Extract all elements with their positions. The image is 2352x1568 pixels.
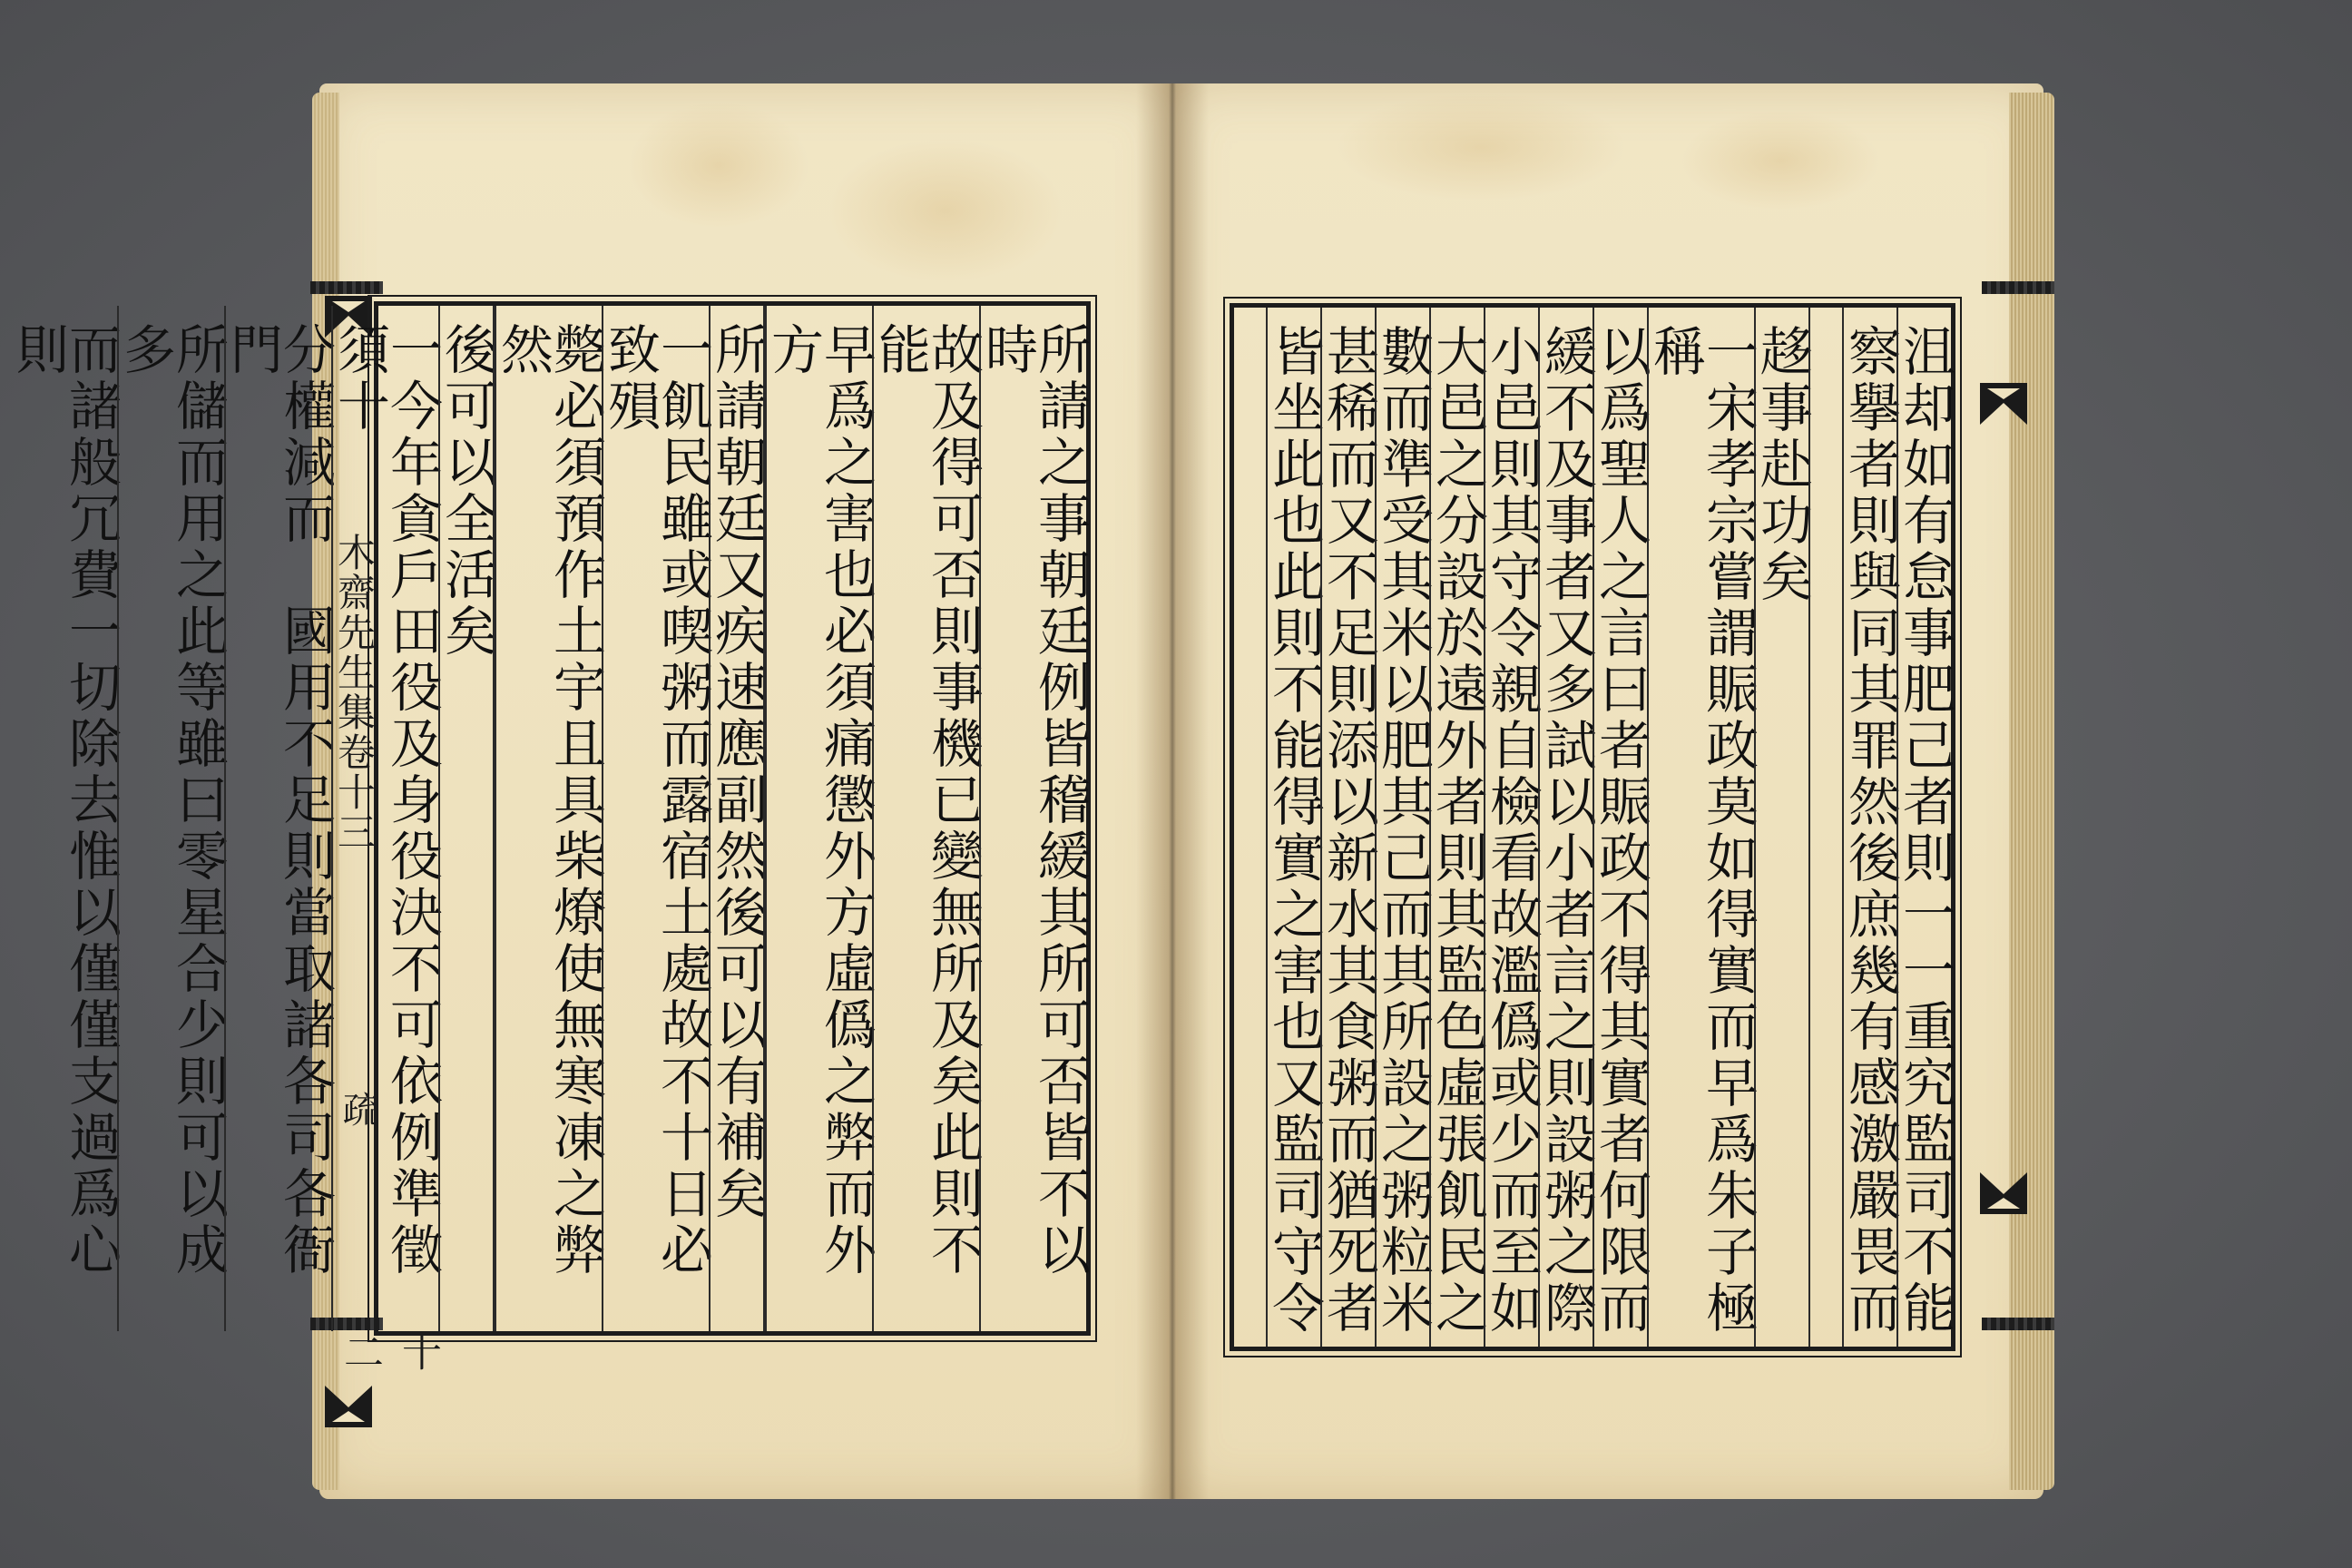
- water-stain: [628, 102, 809, 229]
- text-column: 趍事赴功矣: [1754, 308, 1808, 1347]
- text-column: 大邑之分設於遠外者則其監色虛張飢民之: [1429, 308, 1484, 1347]
- binding-thread: [310, 281, 383, 294]
- text-column: 一宋孝宗嘗謂賑政莫如得實而早爲朱子極稱: [1647, 308, 1754, 1347]
- fishtail-mark-icon: [1980, 1172, 2027, 1214]
- right-fore-edge: [2009, 93, 2054, 1490]
- text-column: 斃必須預作土宇且具柴燎使無寒凍之弊然: [495, 306, 602, 1331]
- text-column: 分權減而 國用不足則當取諸各司各衙門: [224, 306, 331, 1331]
- text-column: 而諸般冗費一切除去惟以僅僅支過爲心則: [7, 322, 122, 1279]
- text-column: 所儲而用之此等雖曰零星合少則可以成多: [117, 306, 224, 1331]
- text-column: 小邑則其守令親自檢看故濫僞或少而至如: [1484, 308, 1538, 1347]
- text-column: 緩不及事者又多試以小者言之則設粥之際: [1538, 308, 1592, 1347]
- book-gutter: [1136, 83, 1209, 1499]
- text-column: 皆坐此也此則不能得實之害也又監司守令: [1266, 308, 1320, 1347]
- binding-thread: [1982, 1318, 2054, 1330]
- text-column: 察擧者則與同其罪然後庶幾有感激嚴畏而: [1842, 308, 1896, 1347]
- left-page: [7, 83, 1172, 1499]
- text-column: [1808, 308, 1842, 1347]
- fishtail-mark-icon: [1980, 383, 2027, 425]
- text-column: 一今年貪戶田役及身役決不可依例準徵須十: [331, 306, 438, 1331]
- open-book: [7, 83, 2043, 1499]
- text-column: 所請之事朝廷例皆稽緩其所可否皆不以時: [979, 306, 1086, 1331]
- text-column: 所請朝廷又疾速應副然後可以有補矣: [709, 306, 763, 1331]
- text-column: 後可以全活矣: [438, 306, 493, 1331]
- water-stain: [1336, 93, 1626, 201]
- text-column: 早爲之害也必須痛懲外方虛僞之弊而外方: [765, 306, 872, 1331]
- page-number: 十二: [337, 1331, 441, 1371]
- text-column: 沮却如有怠事肥己者則一一重究監司不能: [1896, 308, 1951, 1347]
- text-column: 以爲聖人之言曰者賑政不得其實者何限而: [1592, 308, 1647, 1347]
- text-column: 一飢民雖或喫粥而露宿土處故不十日必致殞: [602, 306, 709, 1331]
- text-column: 數而準受其米以肥其己而其所設之粥粒米: [1375, 308, 1429, 1347]
- binding-thread: [1982, 281, 2054, 294]
- banxin-label: 疏: [337, 1091, 378, 1127]
- text-columns: [1234, 308, 1955, 1347]
- text-column: 甚稀而又不足則添以新水其食粥而猶死者: [1320, 308, 1375, 1347]
- text-column: [1234, 308, 1266, 1347]
- banxin-title: 木齋先生集卷十三: [332, 533, 377, 852]
- text-frame-right: [1230, 303, 1955, 1351]
- text-column: 故及得可否則事機已變無所及矣此則不能: [872, 306, 979, 1331]
- fishtail-mark-icon: [325, 1386, 372, 1427]
- water-stain: [828, 138, 1063, 283]
- water-stain: [1681, 111, 1880, 211]
